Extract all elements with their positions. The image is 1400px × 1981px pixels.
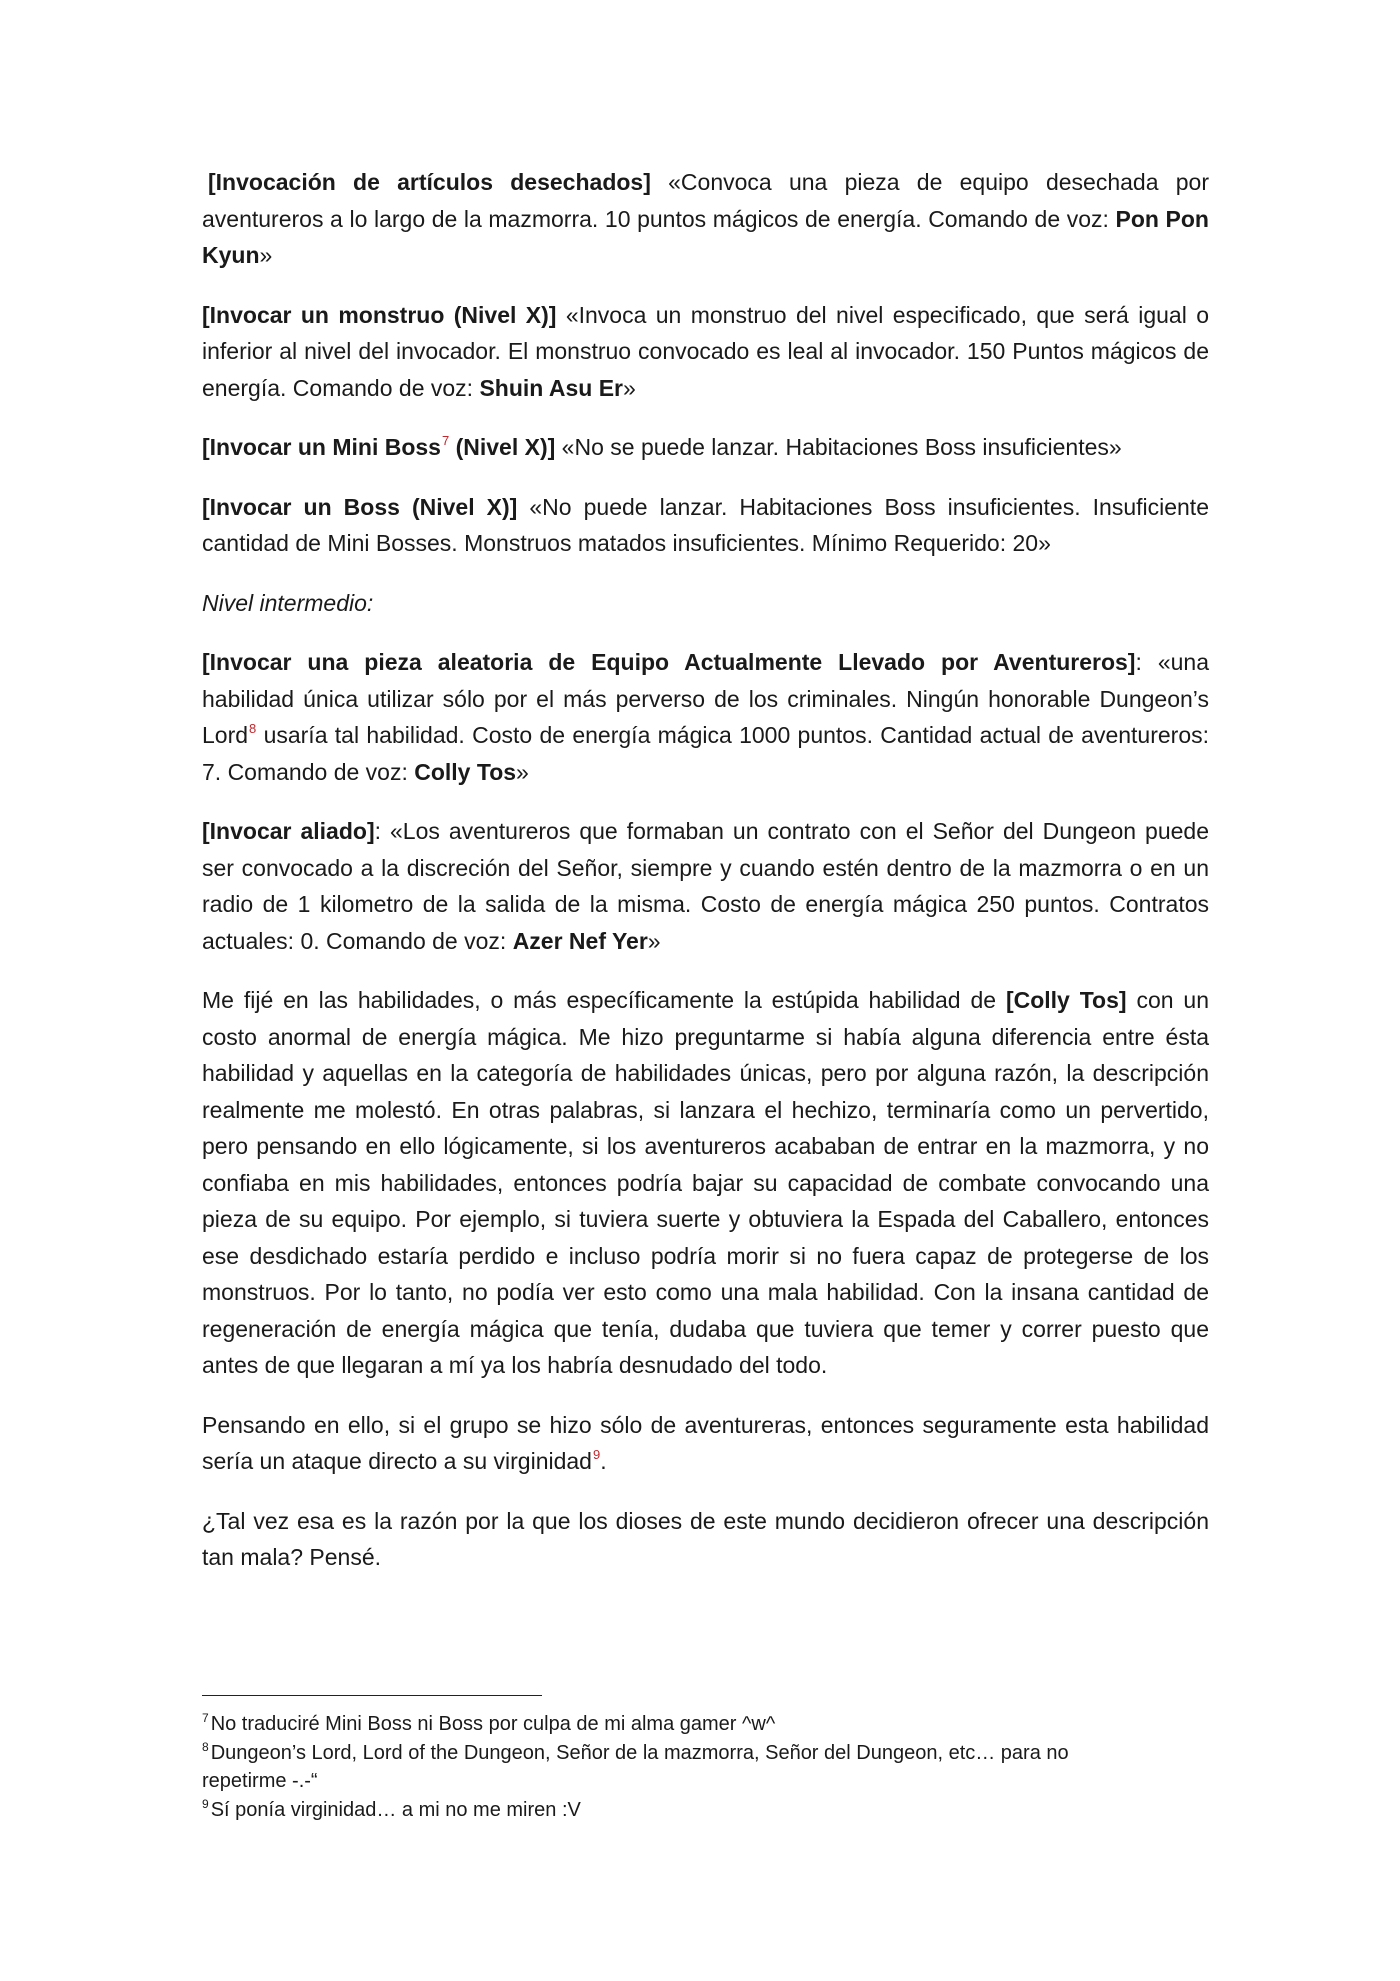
- skill-description: «Convoca una pieza de equipo desechada por aventureros a lo largo de la mazmorra. 10 puntos mágicos de energía. Comando de voz:: [202, 169, 1209, 232]
- body-text: [202, 164, 1209, 1599]
- footnote-number: 8: [202, 1739, 209, 1754]
- paragraph-narrative-1: [202, 982, 1209, 1384]
- footnote-text: Sí ponía virginidad… a mi no me miren :V: [210, 1798, 581, 1821]
- voice-command: Shuin Asu Er: [479, 374, 624, 401]
- skill-title: [Invocar una pieza aleatoria de Equipo Actualmente Llevado por Aventureros]: [202, 649, 1136, 675]
- paragraph-skill-discarded-items: [202, 164, 1209, 274]
- paragraph-narrative-2: [202, 1407, 1209, 1480]
- skill-description: : «Los aventureros que formaban un contrato con el Señor del Dungeon puede ser convocado a la discreción del Señor, siempre y cuando estén dentro de la mazmorra o en un radio de 1 kilometro de la salida de la misma. Costo de energía mágica 250 puntos. Contratos actuales: 0. Comando de voz:: [202, 818, 1209, 954]
- footnotes-section: [202, 1695, 1132, 1824]
- footnote-divider: [202, 1695, 542, 1696]
- footnote-ref-7[interactable]: 7: [441, 433, 450, 449]
- skill-description: : «una habilidad única utilizar sólo por el más perverso de los criminales. Ningún honorable Dungeon’s Lord: [202, 649, 1209, 748]
- closing-quote: »: [647, 927, 661, 954]
- narrative-text: Pensando en ello, si el grupo se hizo sólo de aventureras, entonces seguramente esta habilidad sería un ataque directo a su virginidad: [202, 1411, 1209, 1474]
- closing-quote: »: [516, 758, 529, 785]
- skill-title: [Invocar aliado]: [202, 818, 375, 844]
- voice-command: Pon Pon Kyun: [202, 205, 1209, 268]
- paragraph-narrative-3: [202, 1503, 1209, 1576]
- voice-command: Azer Nef Yer: [512, 927, 648, 954]
- paragraph-skill-summon-equipment: [202, 644, 1209, 790]
- skill-description: «No puede lanzar. Habitaciones Boss insuficientes. Insuficiente cantidad de Mini Bosses. Monstruos matados insuficientes. Mínimo Requerido: 20»: [202, 493, 1209, 556]
- footnote-text: No traduciré Mini Boss ni Boss por culpa de mi alma gamer ^w^: [210, 1713, 776, 1735]
- footnote-text: Dungeon’s Lord, Lord of the Dungeon, Señor de la mazmorra, Señor del Dungeon, etc… para no repetirme -.-“: [202, 1741, 1069, 1792]
- narrative-period: .: [600, 1448, 607, 1474]
- footnote-ref-8[interactable]: 8: [249, 721, 257, 737]
- narrative-text: ¿Tal vez esa es la razón por la que los dioses de este mundo decidieron ofrecer una descripción tan mala? Pensé.: [202, 1507, 1209, 1570]
- skill-description: «No se puede lanzar. Habitaciones Boss insuficientes»: [555, 434, 1122, 460]
- skill-title: [Invocar un Mini Boss: [202, 434, 441, 460]
- closing-quote: »: [623, 374, 636, 401]
- skill-title-level: (Nivel X)]: [449, 434, 556, 460]
- closing-quote: »: [259, 242, 273, 268]
- paragraph-skill-summon-ally: [202, 813, 1209, 959]
- footnote-7: [202, 1710, 1132, 1739]
- footnote-8: [202, 1739, 1132, 1796]
- skill-title: [Invocar un monstruo (Nivel X)]: [202, 301, 557, 328]
- footnote-number: 9: [202, 1796, 209, 1811]
- footnote-number: 7: [202, 1711, 209, 1726]
- skill-description: «Invoca un monstruo del nivel especificado, que será igual o inferior al nivel del invocador. El monstruo convocado es leal al invocador. 150 Puntos mágicos de energía. Comando de voz:: [202, 301, 1209, 401]
- section-heading-intermediate: [202, 585, 1209, 622]
- paragraph-skill-summon-monster: [202, 297, 1209, 407]
- footnote-9: [202, 1796, 1132, 1825]
- paragraph-skill-summon-mini-boss: [202, 429, 1209, 466]
- narrative-text-cont: con un costo anormal de energía mágica. Me hizo preguntarme si había alguna diferencia entre ésta habilidad y aquellas en la categoría de habilidades únicas, pero por alguna razón, la descripción realmente me molestó. En otras palabras, si lanzara el hechizo, terminaría como un pervertido, pero pensando en ello lógicamente, si los aventureros acababan de entrar en la mazmorra, y no confiaba en mis habilidades, entonces podría bajar su capacidad de combate convocando una pieza de su equipo. Por ejemplo, si tuviera suerte y obtuviera la Espada del Caballero, entonces ese desdichado estaría perdido e incluso podría morir si no fuera capaz de protegerse de los monstruos. Por lo tanto, no podía ver esto como una mala habilidad. Con la insana cantidad de regeneración de energía mágica que tenía, dudaba que tuviera que temer y correr puesto que antes de que llegaran a mí ya los habría desnudado del todo.: [202, 987, 1209, 1378]
- footnote-ref-9[interactable]: 9: [592, 1447, 601, 1463]
- skill-title: [Invocación de artículos desechados]: [208, 169, 651, 195]
- narrative-text: Me fijé en las habilidades, o más específicamente la estúpida habilidad de: [202, 987, 1006, 1013]
- skill-reference: [Colly Tos]: [1005, 987, 1127, 1013]
- section-heading: Nivel intermedio:: [202, 589, 374, 616]
- paragraph-skill-summon-boss: [202, 489, 1209, 562]
- skill-description-cont: usaría tal habilidad. Costo de energía mágica 1000 puntos. Cantidad actual de aventureros: 7. Comando de voz:: [202, 722, 1209, 785]
- voice-command: Colly Tos: [414, 758, 517, 785]
- skill-title: [Invocar un Boss (Nivel X)]: [202, 493, 518, 520]
